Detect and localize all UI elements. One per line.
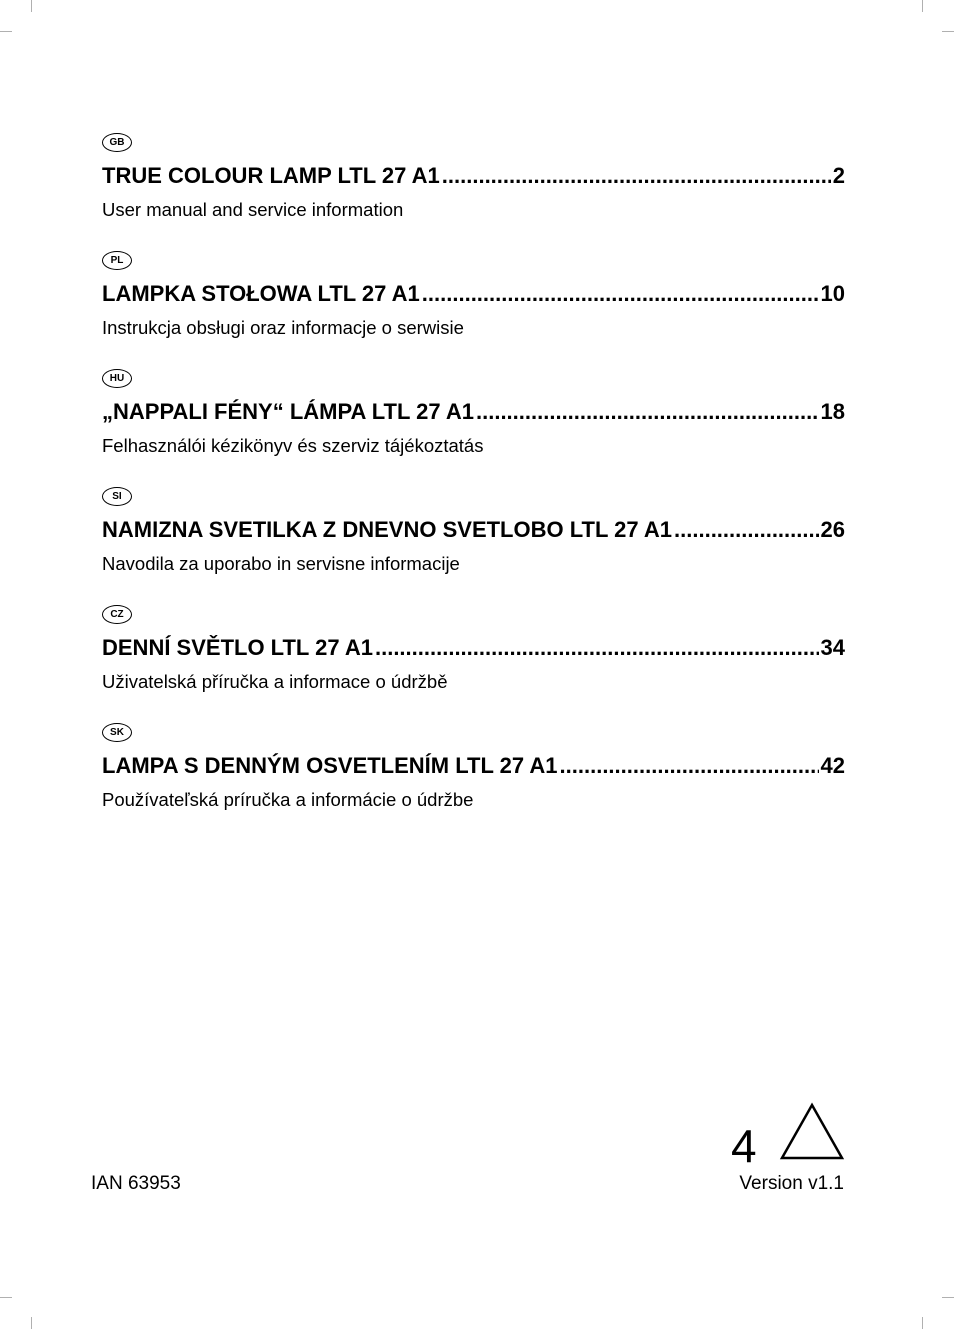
country-code-badge: PL bbox=[102, 251, 132, 270]
version-label: Version v1.1 bbox=[739, 1173, 844, 1194]
toc-page-number: 34 bbox=[820, 635, 845, 660]
toc-entry-cz[interactable] bbox=[102, 605, 845, 723]
toc-subtitle: Uživatelská příručka a informace o údržbě bbox=[102, 671, 448, 692]
toc-title: „NAPPALI FÉNY“ LÁMPA LTL 27 A1 bbox=[102, 399, 474, 424]
toc-title: LAMPA S DENNÝM OSVETLENÍM LTL 27 A1 bbox=[102, 753, 558, 778]
dot-leader bbox=[375, 635, 819, 661]
toc-title: LAMPKA STOŁOWA LTL 27 A1 bbox=[102, 281, 420, 306]
toc-entry-si[interactable] bbox=[102, 487, 845, 605]
toc-page-number: 26 bbox=[820, 517, 845, 542]
toc-title-row[interactable] bbox=[102, 163, 845, 189]
dot-leader bbox=[422, 281, 819, 307]
toc-title: NAMIZNA SVETILKA Z DNEVNO SVETLOBO LTL 27 A1 bbox=[102, 517, 673, 542]
country-code-badge: SI bbox=[102, 487, 132, 506]
crop-mark bbox=[0, 31, 12, 32]
triangle-icon bbox=[728, 1102, 846, 1166]
crop-mark bbox=[922, 1317, 923, 1329]
dot-leader bbox=[560, 753, 819, 779]
toc-title-row[interactable] bbox=[102, 281, 845, 307]
logo-number: 4 bbox=[731, 1120, 757, 1166]
toc-entry-gb[interactable] bbox=[102, 133, 845, 251]
dot-leader bbox=[442, 163, 831, 189]
toc-title-row[interactable] bbox=[102, 399, 845, 425]
dot-leader bbox=[674, 517, 819, 543]
toc-title: TRUE COLOUR LAMP LTL 27 A1 bbox=[102, 163, 440, 188]
country-code-badge: CZ bbox=[102, 605, 132, 624]
crop-mark bbox=[942, 1297, 954, 1298]
toc-title: DENNÍ SVĚTLO LTL 27 A1 bbox=[102, 635, 373, 660]
toc-entry-hu[interactable] bbox=[102, 369, 845, 487]
ian-number: IAN 63953 bbox=[91, 1173, 181, 1194]
toc-page-number: 42 bbox=[820, 753, 845, 778]
crop-mark bbox=[31, 1317, 32, 1329]
table-of-contents bbox=[102, 133, 845, 841]
crop-mark bbox=[0, 1297, 12, 1298]
crop-mark bbox=[31, 0, 32, 12]
version-logo bbox=[728, 1102, 846, 1166]
dot-leader bbox=[476, 399, 819, 425]
toc-page-number: 2 bbox=[832, 163, 845, 188]
toc-title-row[interactable] bbox=[102, 517, 845, 543]
crop-mark bbox=[922, 0, 923, 12]
toc-subtitle: Instrukcja obsługi oraz informacje o serwisie bbox=[102, 317, 464, 338]
crop-mark bbox=[942, 31, 954, 32]
toc-subtitle: Používateľská príručka a informácie o údržbe bbox=[102, 789, 474, 810]
toc-subtitle: User manual and service information bbox=[102, 199, 404, 220]
toc-page-number: 18 bbox=[820, 399, 845, 424]
toc-subtitle: Felhasználói kézikönyv és szerviz tájékoztatás bbox=[102, 435, 484, 456]
toc-entry-sk[interactable] bbox=[102, 723, 845, 841]
country-code-badge: HU bbox=[102, 369, 132, 388]
toc-entry-pl[interactable] bbox=[102, 251, 845, 369]
country-code-badge: GB bbox=[102, 133, 132, 152]
toc-page-number: 10 bbox=[820, 281, 845, 306]
toc-subtitle: Navodila za uporabo in servisne informacije bbox=[102, 553, 460, 574]
toc-title-row[interactable] bbox=[102, 753, 845, 779]
country-code-badge: SK bbox=[102, 723, 132, 742]
toc-title-row[interactable] bbox=[102, 635, 845, 661]
